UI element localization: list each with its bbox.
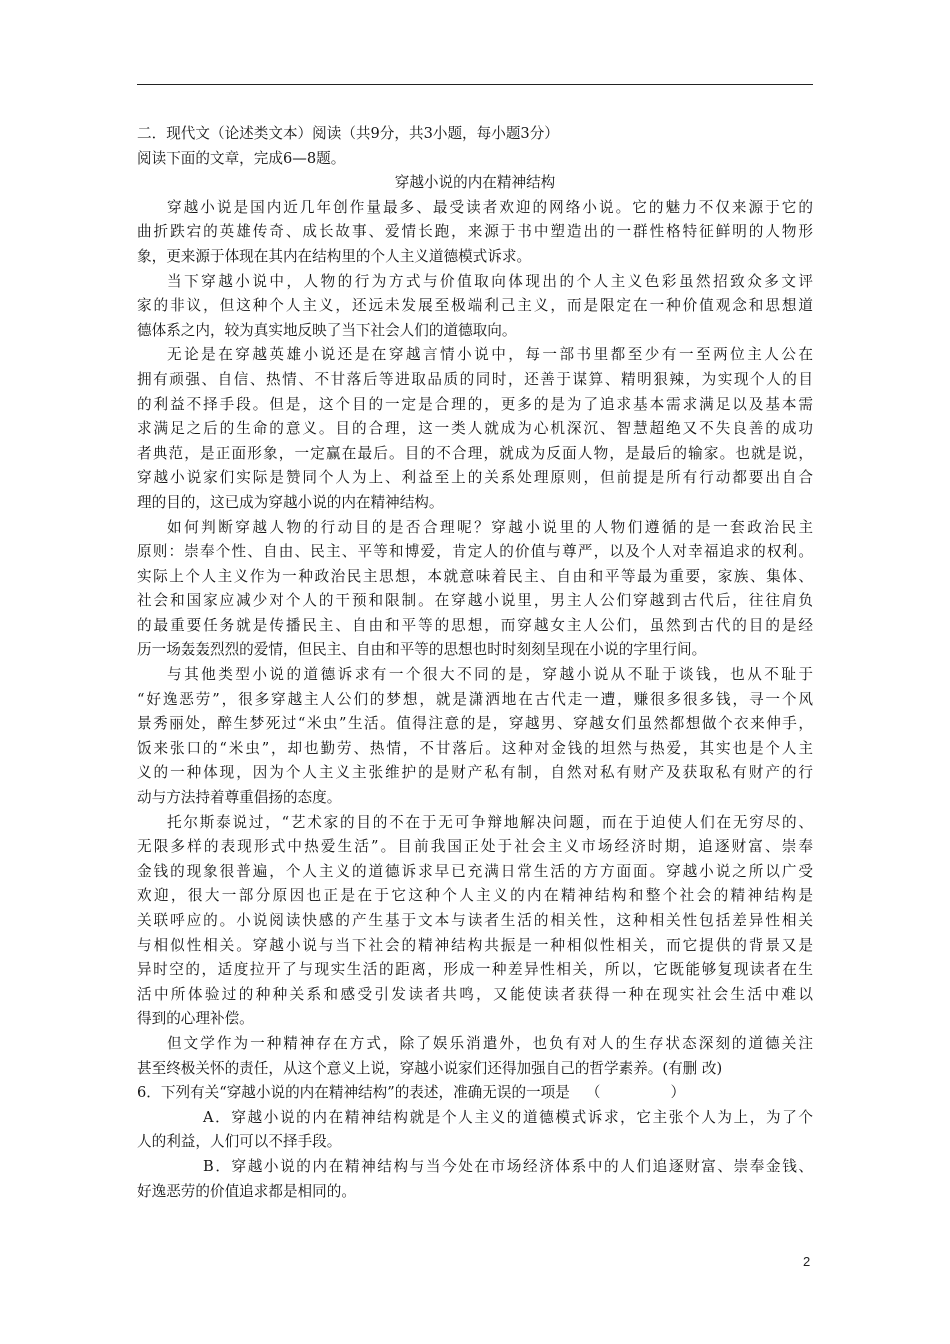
paragraph-line: 活中所体验过的种种关系和感受引发读者共鸣，又能使读者获得一种在现实社会生活中难以 bbox=[137, 985, 813, 1003]
question-stem bbox=[137, 1081, 813, 1106]
option-line: 人的利益，人们可以不择手段。 bbox=[137, 1133, 342, 1151]
question-text: 6．下列有关“穿越小说的内在精神结构”的表述，准确无误的一项是 bbox=[137, 1084, 570, 1102]
paragraph-line: 德体系之内，较为真实地反映了当下社会人们的道德取向。 bbox=[137, 321, 517, 339]
option-line: A．穿越小说的内在精神结构就是个人主义的道德模式诉求，它主张个人为上，为了个 bbox=[203, 1108, 813, 1126]
paragraph-line: 象，更来源于体现在其内在结构里的个人主义道德模式诉求。 bbox=[137, 247, 532, 265]
paragraph-line: 历一场轰轰烈烈的爱情，但民主、自由和平等的思想也时时刻刻呈现在小说的字里行间。 bbox=[137, 641, 707, 659]
paragraph-line: 穿越小说家们实际是赞同个人为上、利益至上的关系处理原则，但前提是所有行动都要出自合 bbox=[137, 469, 813, 487]
paragraph bbox=[137, 811, 813, 1032]
paragraph-line: 甚至终极关怀的责任，从这个意义上说，穿越小说家们还得加强自己的哲学素养。(有删 改) bbox=[137, 1059, 723, 1077]
article-title: 穿越小说的内在精神结构 bbox=[394, 174, 556, 192]
paragraph-line: 的利益不择手段。但是，这个目的一定是合理的，更多的是为了追求基本需求满足以及基本需 bbox=[137, 395, 813, 413]
paragraph-line: 异时空的，适度拉开了与现实生活的距离，形成一种差异性相关，所以，它既能够复现读者在生 bbox=[137, 961, 813, 979]
option-a bbox=[137, 1106, 813, 1155]
section-instruction: 阅读下面的文章，完成6—8题。 bbox=[137, 149, 346, 167]
paragraph-line: 与相似性相关。穿越小说与当下社会的精神结构共振是一种相似性相关，而它提供的背景又是 bbox=[137, 936, 813, 954]
paragraph-line: “好逸恶劳”，很多穿越主人公们的梦想，就是潇洒地在古代走一遭，赚很多很多钱，寻一个风 bbox=[137, 690, 813, 708]
option-b bbox=[137, 1155, 813, 1204]
paragraph-line: 原则：崇奉个性、自由、民主、平等和博爱，肯定人的价值与尊严，以及个人对幸福追求的权利。 bbox=[137, 543, 813, 561]
paragraph-line: 金钱的现象很普遍，个人主义的道德诉求早已充满日常生活的方方面面。穿越小说之所以广受 bbox=[137, 862, 813, 880]
paragraph-line: 托尔斯泰说过，“艺术家的目的不在于无可争辩地解决问题，而在于迫使人们在无穷尽的、 bbox=[167, 813, 813, 831]
header-rule bbox=[137, 84, 813, 85]
paragraph-line: 的最重要任务就是传播民主、自由和平等的思想，而穿越女主人公们，虽然到古代的目的是经 bbox=[137, 616, 813, 634]
paragraph bbox=[137, 663, 813, 811]
paragraph bbox=[137, 270, 813, 344]
paragraph-line: 曲折跌宕的英雄传奇、成长故事、爱情长跑，来源于书中塑造出的一群性格特征鲜明的人物形 bbox=[137, 223, 813, 241]
page-body bbox=[137, 122, 813, 1204]
paragraph-line: 拥有顽强、自信、热情、不甘落后等进取品质的同时，还善于谋算、精明狠辣，为实现个人的目 bbox=[137, 370, 813, 388]
paragraph bbox=[137, 1032, 813, 1081]
paragraph-line: 穿越小说是国内近几年创作量最多、最受读者欢迎的网络小说。它的魅力不仅来源于它的 bbox=[167, 198, 813, 216]
paragraph-line: 理的目的，这已成为穿越小说的内在精神结构。 bbox=[137, 493, 444, 511]
paragraph-line: 无限多样的表现形式中热爱生活”。目前我国正处于社会主义市场经济时期，追逐财富、崇奉 bbox=[137, 838, 813, 856]
page-number: 2 bbox=[803, 1254, 811, 1269]
paragraph-line: 当下穿越小说中，人物的行为方式与价值取向体现出的个人主义色彩虽然招致众多文评 bbox=[167, 272, 813, 290]
paragraph-line: 家的非议，但这种个人主义，还远未发展至极端利己主义，而是限定在一种价值观念和思想道 bbox=[137, 297, 813, 315]
paragraph-line: 求满足之后的生命的意义。目的合理，这一类人就成为心机深沉、智慧超绝又不失良善的成功 bbox=[137, 420, 813, 438]
paragraph-line: 景秀丽处，醉生梦死过“米虫”生活。值得注意的是，穿越男、穿越女们虽然都想做个衣来伸手， bbox=[137, 715, 813, 733]
paragraph-line: 欢迎，很大一部分原因也正是在于它这种个人主义的内在精神结构和整个社会的精神结构是 bbox=[137, 887, 813, 905]
section-heading: 二．现代文（论述类文本）阅读（共9分，共3小题，每小题3分） bbox=[137, 125, 559, 142]
option-line: B．穿越小说的内在精神结构与当今处在市场经济体系中的人们追逐财富、崇奉金钱、 bbox=[203, 1157, 813, 1175]
paragraph-line: 关联呼应的。小说阅读快感的产生基于文本与读者生活的相关性，这种相关性包括差异性相关 bbox=[137, 912, 813, 929]
paragraph-line: 社会和国家应减少对个人的干预和限制。在穿越小说里，男主人公们穿越到古代后，往往肩负 bbox=[137, 592, 813, 610]
paragraph bbox=[137, 196, 813, 270]
paragraph bbox=[137, 343, 813, 515]
paragraph-line: 义的一种体现，因为个人主义主张维护的是财产私有制，自然对私有财产及获取私有财产的行 bbox=[137, 764, 813, 782]
paragraph-line: 无论是在穿越英雄小说还是在穿越言情小说中，每一部书里都至少有一至两位主人公在 bbox=[167, 346, 813, 364]
paragraph-line: 得到的心理补偿。 bbox=[137, 1010, 254, 1028]
paragraph-line: 但文学作为一种精神存在方式，除了娱乐消遣外，也负有对人的生存状态深刻的道德关注 bbox=[167, 1034, 813, 1052]
answer-paren-close: ） bbox=[670, 1084, 686, 1102]
paragraph bbox=[137, 516, 813, 664]
paragraph-line: 者典范，是正面形象，一定赢在最后。目的不合理，就成为反面人物，是最后的输家。也就是说， bbox=[137, 444, 813, 462]
option-line: 好逸恶劳的价值追求都是相同的。 bbox=[137, 1182, 356, 1200]
paragraph-line: 如何判断穿越人物的行动目的是否合理呢？穿越小说里的人物们遵循的是一套政治民主 bbox=[167, 518, 813, 536]
paragraph-line: 饭来张口的“米虫”，却也勤劳、热情，不甘落后。这种对金钱的坦然与热爱，其实也是个人主 bbox=[137, 739, 813, 757]
paragraph-line: 动与方法持着尊重倡扬的态度。 bbox=[137, 789, 342, 807]
answer-paren-open: （ bbox=[585, 1084, 601, 1102]
paragraph-line: 实际上个人主义作为一种政治民主思想，本就意味着民主、自由和平等最为重要，家族、集体、 bbox=[137, 567, 813, 585]
paragraph-line: 与其他类型小说的道德诉求有一个很大不同的是，穿越小说从不耻于谈钱，也从不耻于 bbox=[167, 666, 813, 684]
